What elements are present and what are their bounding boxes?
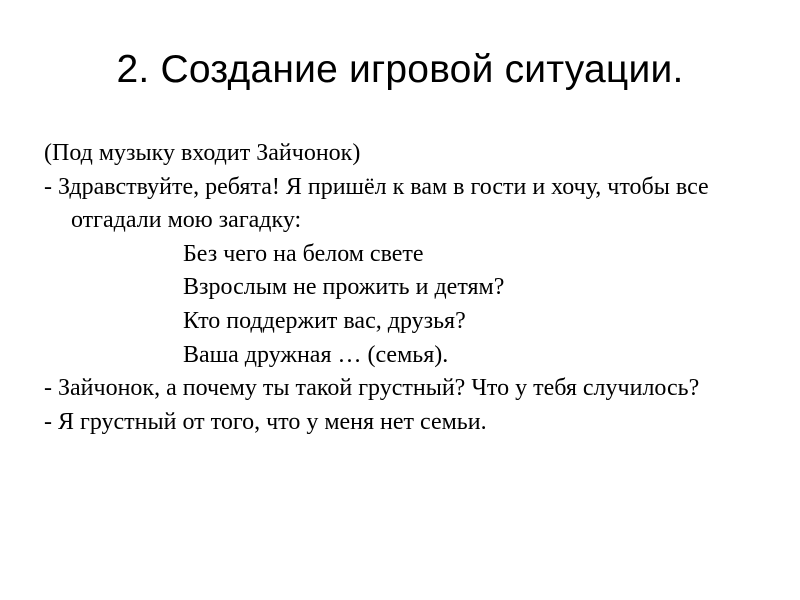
riddle-line-1: Без чего на белом свете — [183, 240, 424, 267]
riddle-line-2: Взрослым не прожить и детям? — [183, 274, 505, 301]
slide-title: 2. Создание игровой ситуации. — [116, 48, 684, 91]
question-line: - Зайчонок, а почему ты такой грустный? Что у тебя случилось? — [44, 375, 700, 402]
greeting-line: - Здравствуйте, ребята! Я пришёл к вам в гости и хочу, чтобы все отгадали мою загадку: — [44, 173, 709, 234]
slide-body — [44, 137, 764, 439]
riddle-line-4: Ваша дружная … (семья). — [183, 341, 449, 368]
answer-line: - Я грустный от того, что у меня нет семьи. — [44, 408, 487, 435]
riddle-line-3: Кто поддержит вас, друзья? — [183, 307, 466, 334]
stage-direction: (Под музыку входит Зайчонок) — [44, 140, 361, 166]
